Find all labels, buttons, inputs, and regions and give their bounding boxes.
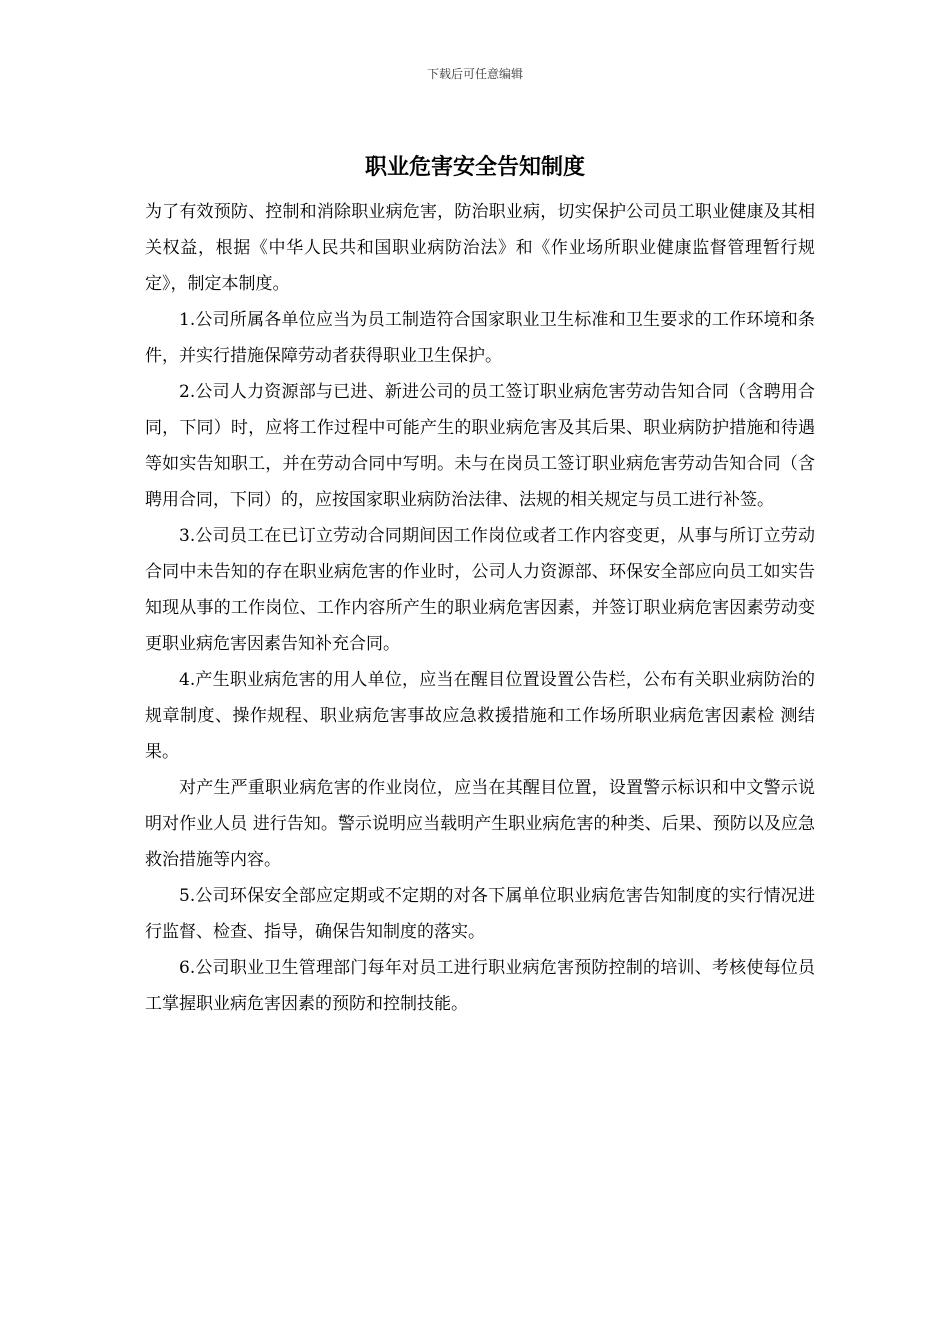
paragraph-item-5: 5.公司环保安全部应定期或不定期的对各下属单位职业病危害告知制度的实行情况进行监督、检查、指导，确保告知制度的落实。 [145,886,815,942]
paragraph-item-4: 4.产生职业病危害的用人单位，应当在醒目位置设置公告栏，公布有关职业病防治的规章制度、操作规程、职业病危害事故应急救援措施和工作场所职业病危害因素检 测结果。 [145,670,815,762]
paragraph-item-1: 1.公司所属各单位应当为员工制造符合国家职业卫生标准和卫生要求的工作环境和条件，并实行措施保障劳动者获得职业卫生保护。 [145,310,815,366]
paragraph-item-2: 2.公司人力资源部与已进、新进公司的员工签订职业病危害劳动告知合同（含聘用合同，下同）时，应将工作过程中可能产生的职业病危害及其后果、职业病防护措施和待遇等如实告知职工，并在劳动合同中写明。未与在岗员工签订职业病危害劳动告知合同（含聘用合同，下同）的，应按国家职业病防治法律、法规的相关规定与员工进行补签。 [145,382,815,510]
paragraph-item-6: 6.公司职业卫生管理部门每年对员工进行职业病危害预防控制的培训、考核使每位员工掌握职业病危害因素的预防和控制技能。 [145,958,815,1014]
header-note: 下载后可任意编辑 [426,67,523,81]
paragraph-item-3: 3.公司员工在已订立劳动合同期间因工作岗位或者工作内容变更，从事与所订立劳动合同中未告知的存在职业病危害的作业时，公司人力资源部、环保安全部应向员工如实告知现从事的工作岗位、工作内容所产生的职业病危害因素，并签订职业病危害因素劳动变更职业病危害因素告知补充合同。 [145,526,815,654]
document-title: 职业危害安全告知制度 [364,154,585,180]
paragraph-item-4-note: 对产生严重职业病危害的作业岗位，应当在其醒目位置，设置警示标识和中文警示说明对作业人员 进行告知。警示说明应当载明产生职业病危害的种类、后果、预防以及应急救治措施等内容。 [145,778,815,870]
document-body [145,194,815,1022]
paragraph-intro: 为了有效预防、控制和消除职业病危害，防治职业病，切实保护公司员工职业健康及其相关权益，根据《中华人民共和国职业病防治法》和《作业场所职业健康监督管理暂行规定》，制定本制度。 [145,202,815,294]
